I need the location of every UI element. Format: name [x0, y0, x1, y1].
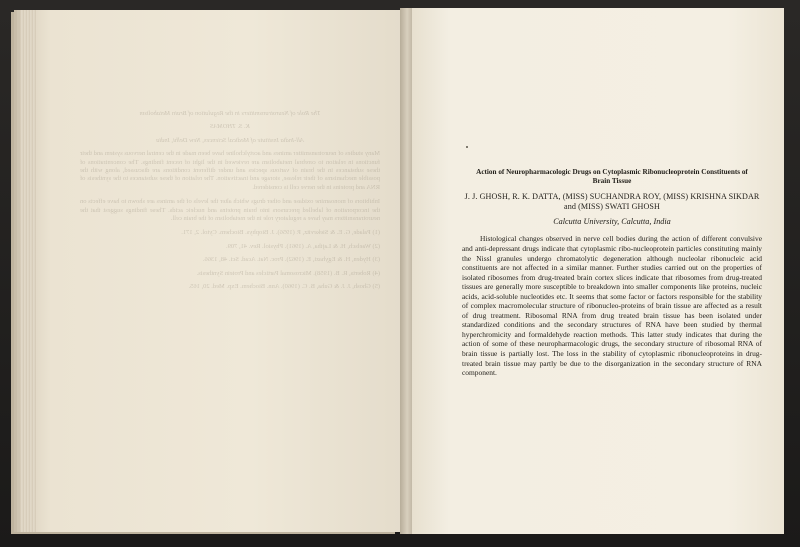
bleed-affiliation: All-India Institute of Medical Sciences, New Delhi, India [156, 136, 304, 144]
article-affiliation: Calcutta University, Calcutta, India [553, 217, 671, 227]
page-edge-stack [20, 10, 36, 532]
bleed-reference: (5) Ghosh, J. J. & Guha, B. C. (1960). Ann. Biochem. Exp. Med. 20, 165. [188, 283, 380, 291]
article-authors: J. J. GHOSH, R. K. DATTA, (MISS) SUCHANDRA ROY, (MISS) KRISHNA SIKDAR and (MISS) SWATI GHOSH [464, 192, 760, 212]
bleed-reference: (4) Roberts, R. B. (1958). Microsomal Particles and Protein Synthesis. [196, 269, 380, 277]
article-abstract: Histological changes observed in nerve cell bodies during the action of different convulsive and anti-depressant drugs indicate that cytoplasmic ribo-nucleoprotein particles constituting mainly the Nissl granules undergo chromatolytic degeneration although nucleolar ribonucleic acid constituents are not affected in a similar manner. Further studies carried out on the properties of isolated ribosomes from drug-treated brain cortex slices indicate that ribosomes from drug-treated tissues are generally more susceptible to breakdown into smaller components like proteins, nucleic acids, acid-soluble nucleotides etc. It seems that some factor or factors responsible for the stability of complex macromolecular structure of ribonucleo-proteins of brain tissue are affected as a result of drug treatment. Ribosomal RNA from drug treated brain tissue has been isolated under standardized conditions and the secondary structures of RNA have been studied by thermal hyperchromicity and formaldehyde reaction methods. This latter study indicates that during the action of some of these neuropharmacologic drugs, the secondary structure of ribosomal RNA of brain tissue is partially lost. The loss in the stability of cytoplasmic ribonucleoproteins in drug-treated brain tissue may partly be due to the disorganization in the secondary structure of RNA component. [462, 234, 762, 378]
article-title: Action of Neuropharmacologic Drugs on Cytoplasmic Ribonucleoprotein Constituents of Brain Tissue [476, 168, 748, 186]
left-page [20, 10, 404, 532]
article [462, 168, 762, 378]
bleed-reference: (1) Palade, G. E. & Siekevitz, P. (1956). J. Biophys. Biochem. Cytol. 2, 171. [181, 229, 380, 237]
bleed-paragraph: Many studies of neurotransmitter amines and acetylcholine have been made in the central nervous system and their functions in relation to cerebral metabolism are reviewed in the light of recent findings. The concentrations of these substances in the brain of various species and under different conditions are discussed, along with the possible mechanisms of their release, storage and inactivation. The relation of these substances to the synthesis of RNA and proteins in the nerve cell is considered. [80, 150, 380, 191]
bleed-reference: (3) Hyden, H. & Egyhazi, E. (1962). Proc. Nat. Acad. Sci. 48, 1366. [202, 256, 380, 264]
right-page [412, 8, 784, 534]
bleed-reference: (2) Waelsch, H. & Lajtha, A. (1961). Physiol. Rev. 41, 709. [225, 242, 380, 250]
page-speck [466, 146, 468, 148]
bleed-heading: The Role of Neurotransmitters in the Regulation of Brain Metabolism [139, 110, 321, 117]
bleed-author: K. S. THOMAS [210, 123, 250, 131]
bleed-paragraph: Inhibitors of monoamine oxidase and other drugs which alter the levels of the amines are shown to have effects on the incorporation of labelled precursors into brain proteins and nucleic acids. These findings suggest that the neurotransmitters may have a regulatory role in the metabolism of the brain cell. [80, 198, 380, 223]
bleed-through-text [80, 110, 380, 297]
